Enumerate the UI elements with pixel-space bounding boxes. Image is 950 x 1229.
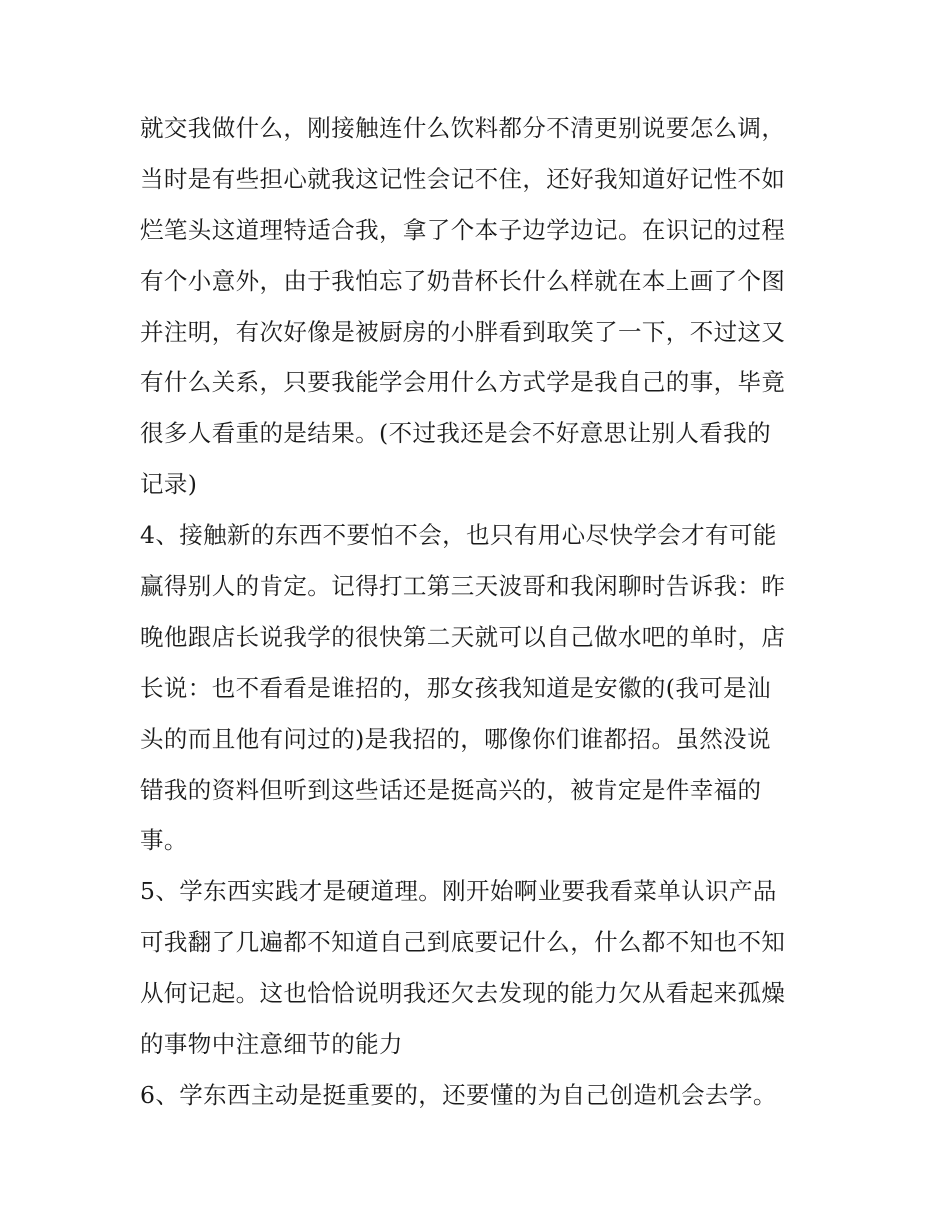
text-line: 头的而且他有问过的)是我招的，哪像你们谁都招。虽然没说	[140, 724, 771, 753]
text-line: 长说：也不看看是谁招的，那女孩我知道是安徽的(我可是汕	[140, 673, 771, 702]
text-line: 就交我做什么，刚接触连什么饮料都分不清更别说要怎么调，	[140, 114, 786, 142]
text-line: 从何记起。这也恰恰说明我还欠去发现的能力欠从看起来孤燥	[140, 979, 786, 1008]
text-line: 赢得别人的肯定。记得打工第三天波哥和我闲聊时告诉我：昨	[140, 572, 786, 601]
text-line: 可我翻了几遍都不知道自己到底要记什么，什么都不知也不知	[140, 928, 786, 957]
text-line: 记录)	[140, 470, 198, 499]
text-line: 错我的资料但听到这些话还是挺高兴的，被肯定是件幸福的	[140, 775, 762, 804]
text-line: 很多人看重的是结果。(不过我还是会不好意思让别人看我的	[140, 419, 771, 448]
text-line: 当时是有些担心就我这记性会记不住，还好我知道好记性不如	[140, 164, 786, 193]
text-line: 事。	[140, 826, 188, 855]
body-text	[140, 103, 830, 1121]
text-line: 的事物中注意细节的能力	[140, 1030, 403, 1059]
text-line: 烂笔头这道理特适合我，拿了个本子边学边记。在识记的过程	[140, 215, 786, 244]
text-line: 有什么关系，只要我能学会用什么方式学是我自己的事，毕竟	[140, 368, 786, 397]
text-line: 4、接触新的东西不要怕不会，也只有用心尽快学会才有可能	[140, 521, 777, 550]
text-line: 有个小意外，由于我怕忘了奶昔杯长什么样就在本上画了个图	[140, 266, 786, 295]
text-line: 并注明，有次好像是被厨房的小胖看到取笑了一下，不过这又	[140, 317, 786, 346]
text-line: 6、学东西主动是挺重要的，还要懂的为自己创造机会去学。	[140, 1080, 777, 1109]
text-line: 晚他跟店长说我学的很快第二天就可以自己做水吧的单时，店	[140, 622, 786, 651]
text-line: 5、学东西实践才是硬道理。刚开始啊业要我看菜单认识产品	[140, 877, 777, 906]
